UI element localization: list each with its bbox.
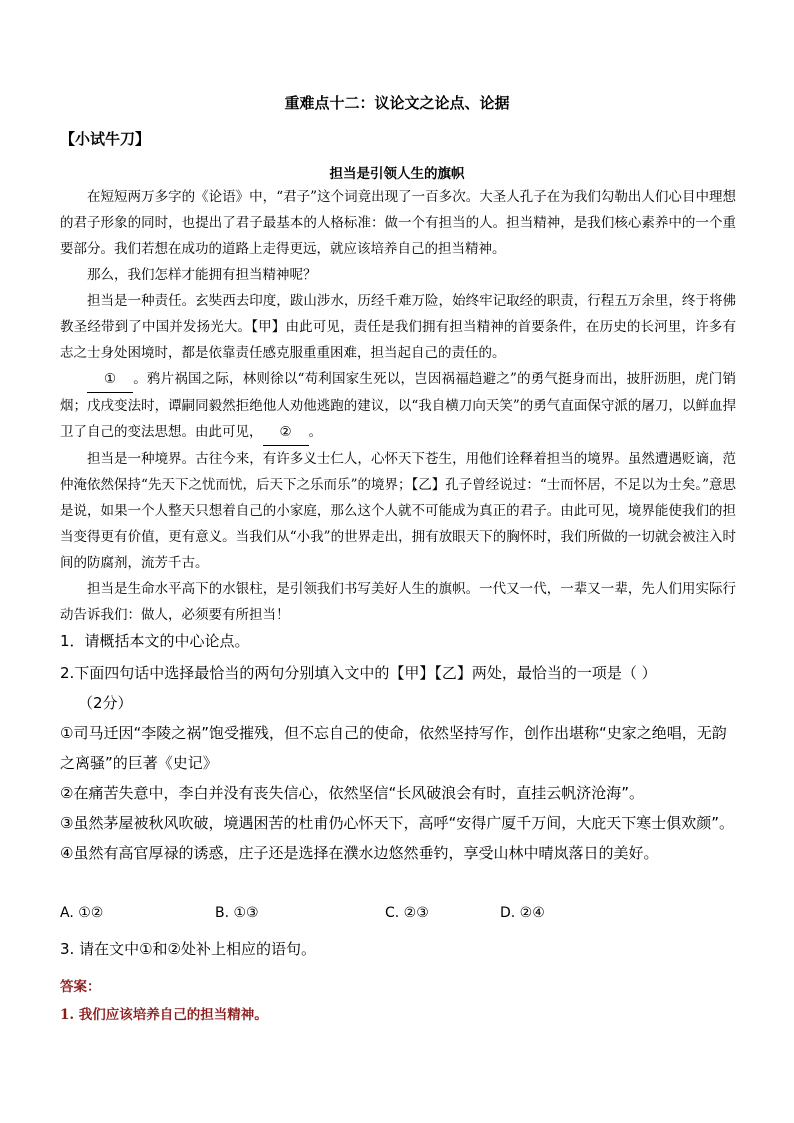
question-sentence: ④虽然有高官厚禄的诱惑，庄子还是选择在濮水边悠然垂钓，享受山林中晴岚落日的美好。 — [60, 844, 659, 862]
question-sentence: ②在痛苦失意中，李白并没有丧失信心，依然坚信“长风破浪会有时，直挂云帆济沧海”。 — [60, 784, 644, 802]
article-paragraph: 担当是一种责任。玄奘西去印度，跋山涉水，历经千难万险，始终牢记取经的职责，行程五万余里，终于将佛教圣经带到了中国并发扬光大。【甲】由此可见，责任是我们拥有担当精神的首要条件，在历史的长河里，许多有志之士身处困境时，都是依靠责任感克服重重困难，担当起自己的责任的。 — [60, 293, 736, 361]
question-score: （2分） — [78, 694, 133, 712]
answer-1: 1. 我们应该培养自己的担当精神。 — [60, 1007, 268, 1023]
question-sentence: ③虽然茅屋被秋风吹破，境遇困苦的杜甫仍心怀天下，高呼“安得广厦千万间，大庇天下寒士俱欢颜”。 — [60, 814, 734, 832]
question-3: 3. 请在文中①和②处补上相应的语句。 — [60, 940, 316, 958]
answer-options — [60, 905, 736, 921]
article-paragraph: 担当是一种境界。古往今来，有许多义士仁人，心怀天下苍生，用他们诠释着担当的境界。虽然遭遇贬谪，范仲淹依然保持“先天下之忧而忧，后天下之乐而乐”的境界；【乙】孔子曾经说过：“士而怀居，不足以为士矣。”意思是说，如果一个人整天只想着自己的小家庭，那么这个人就不可能成为真正的君子。由此可见，境界能使我们的担当变得更有价值，更有意义。当我们从“小我”的世界走出，拥有放眼天下的胸怀时，我们所做的一切就会被注入时间的防腐剂，流芳千古。 — [60, 451, 736, 571]
fill-blank-2: ② — [263, 419, 309, 446]
article-paragraph: 那么，我们怎样才能拥有担当精神呢？ — [87, 267, 317, 283]
option-b: B. ①③ — [215, 905, 259, 921]
question-stem: 2.下面四句话中选择最恰当的两句分别填入文中的【甲】【乙】两处，最恰当的一项是（ ） — [60, 664, 657, 682]
article-paragraph: 在短短两万多字的《论语》中，“君子”这个词竟出现了一百多次。大圣人孔子在为我们勾勒出人们心目中理想的君子形象的同时，也提出了君子最基本的人格标准：做一个有担当的人。担当精神，是我们核心素养中的一个重要部分。我们若想在成功的道路上走得更远，就应该培养自己的担当精神。 — [60, 189, 736, 257]
section-heading: 【小试牛刀】 — [60, 130, 151, 148]
option-a: A. ①② — [60, 905, 104, 921]
question-2 — [60, 658, 736, 868]
article-paragraph — [60, 366, 736, 446]
answer-label: 答案： — [60, 979, 101, 995]
article-body — [60, 184, 736, 628]
article-text: 。 — [308, 424, 322, 440]
article-title: 担当是引领人生的旗帜 — [329, 166, 465, 182]
page-title: 重难点十二：议论文之论点、论据 — [284, 94, 510, 112]
article-text: 。鸦片祸国之际，林则徐以“苟利国家生死以，岂因祸福趋避之”的勇气挺身而出，披肝沥胆，虎门销烟；戊戌变法时，谭嗣同毅然拒绝他人劝他逃跑的建议，以“我自横刀向天笑”的勇气直面保守派的屠刀，以鲜血捍卫了自己的变法思想。由此可见， — [60, 371, 736, 440]
article-paragraph: 担当是生命水平高下的水银柱，是引领我们书写美好人生的旗帜。一代又一代，一辈又一辈，先人们用实际行动告诉我们：做人，必须要有所担当！ — [60, 581, 736, 623]
option-c: C. ②③ — [385, 905, 429, 921]
question-sentence: ①司马迁因“李陵之祸”饱受摧残，但不忘自己的使命，依然坚持写作，创作出堪称“史家之绝唱，无韵之离骚”的巨著《史记》 — [60, 724, 727, 772]
question-1: 1．请概括本文的中心论点。 — [60, 632, 250, 650]
fill-blank-1: ① — [87, 366, 133, 393]
option-d: D. ②④ — [500, 905, 545, 921]
